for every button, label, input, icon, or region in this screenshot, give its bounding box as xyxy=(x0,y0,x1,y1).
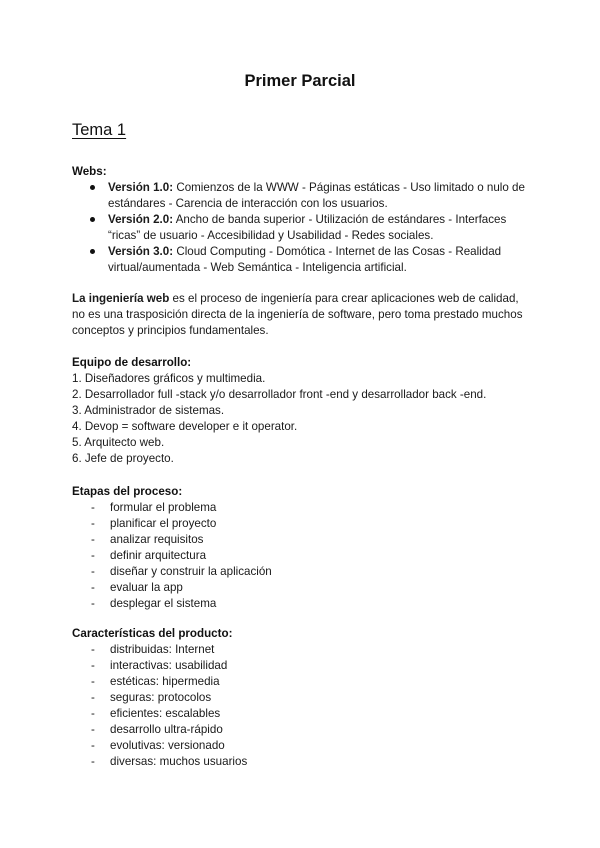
dash-icon: - xyxy=(91,659,95,672)
list-item xyxy=(72,658,532,674)
version-text: Cloud Computing - Domótica - Internet de las Cosas - Realidad virtual/aumentada - Web Semántica - Inteligencia artificial. xyxy=(108,245,502,274)
list-item: 1. Diseñadores gráficos y multimedia. xyxy=(72,372,266,385)
section-heading: Tema 1 xyxy=(72,121,127,139)
version-label: Versión 1.0: xyxy=(108,181,174,194)
version-label: Versión 3.0: xyxy=(108,245,174,258)
intro-bold: La ingeniería web xyxy=(72,292,170,305)
list-item xyxy=(90,212,532,244)
dash-icon: - xyxy=(91,643,95,656)
list-item xyxy=(72,690,532,706)
dash-icon: - xyxy=(91,691,95,704)
item-text: diversas: muchos usuarios xyxy=(110,755,248,768)
list-item: 2. Desarrollador full -stack y/o desarrollador front -end y desarrollador back -end. xyxy=(72,388,487,401)
item-text: formular el problema xyxy=(110,501,217,514)
dash-icon: - xyxy=(91,739,95,752)
dash-icon: - xyxy=(91,723,95,736)
bullet-icon xyxy=(90,185,95,190)
list-item: 6. Jefe de proyecto. xyxy=(72,452,174,465)
list-item xyxy=(72,706,532,722)
list-item xyxy=(72,722,532,738)
list-item xyxy=(72,642,532,658)
dash-icon: - xyxy=(91,533,95,546)
webs-list xyxy=(72,180,532,276)
item-text: desarrollo ultra-rápido xyxy=(110,723,223,736)
version-label: Versión 2.0: xyxy=(108,213,174,226)
dash-icon: - xyxy=(91,549,95,562)
intro-paragraph xyxy=(72,291,532,339)
item-text: interactivas: usabilidad xyxy=(110,659,228,672)
list-item xyxy=(72,754,532,770)
equipo-heading: Equipo de desarrollo: xyxy=(72,356,192,369)
webs-heading: Webs: xyxy=(72,165,107,178)
dash-icon: - xyxy=(91,597,95,610)
list-item xyxy=(72,738,532,754)
equipo-section xyxy=(72,355,532,467)
dash-icon: - xyxy=(91,707,95,720)
list-item xyxy=(72,548,532,564)
list-item: 3. Administrador de sistemas. xyxy=(72,404,225,417)
item-text: planificar el proyecto xyxy=(110,517,217,530)
version-text: Comienzos de la WWW - Páginas estáticas - Uso limitado o nulo de estándares - Carencia de interacción con los usuarios. xyxy=(108,181,525,210)
item-text: eficientes: escalables xyxy=(110,707,221,720)
list-item xyxy=(72,564,532,580)
item-text: desplegar el sistema xyxy=(110,597,217,610)
list-item xyxy=(72,580,532,596)
list-item xyxy=(90,180,532,212)
item-text: seguras: protocolos xyxy=(110,691,212,704)
item-text: estéticas: hipermedia xyxy=(110,675,220,688)
item-text: analizar requisitos xyxy=(110,533,204,546)
list-item xyxy=(72,674,532,690)
bullet-icon xyxy=(90,249,95,254)
etapas-list xyxy=(72,500,532,612)
dash-icon: - xyxy=(91,565,95,578)
caracteristicas-heading: Características del producto: xyxy=(72,627,233,640)
dash-icon: - xyxy=(91,581,95,594)
list-item xyxy=(72,596,532,612)
dash-icon: - xyxy=(91,675,95,688)
version-text: Ancho de banda superior - Utilización de estándares - Interfaces “ricas” de usuario - Accesibilidad y Usabilidad - Redes sociales. xyxy=(108,213,507,242)
item-text: diseñar y construir la aplicación xyxy=(110,565,272,578)
item-text: evolutivas: versionado xyxy=(110,739,225,752)
list-item xyxy=(72,500,532,516)
list-item xyxy=(72,532,532,548)
etapas-section xyxy=(72,484,532,612)
list-item: 5. Arquitecto web. xyxy=(72,436,165,449)
item-text: distribuidas: Internet xyxy=(110,643,215,656)
etapas-heading: Etapas del proceso: xyxy=(72,485,183,498)
list-item: 4. Devop = software developer e it operator. xyxy=(72,420,298,433)
dash-icon: - xyxy=(91,501,95,514)
item-text: evaluar la app xyxy=(110,581,183,594)
caracteristicas-section xyxy=(72,626,532,770)
caracteristicas-list xyxy=(72,642,532,770)
dash-icon: - xyxy=(91,517,95,530)
webs-section xyxy=(72,164,532,276)
list-item xyxy=(72,516,532,532)
bullet-icon xyxy=(90,217,95,222)
item-text: definir arquitectura xyxy=(110,549,207,562)
list-item xyxy=(90,244,532,276)
dash-icon: - xyxy=(91,755,95,768)
page-title: Primer Parcial xyxy=(244,72,356,90)
intro-text: es el proceso de ingeniería para crear aplicaciones web de calidad, no es una trasposición directa de la ingeniería de software, pero toma prestado muchos conceptos y principios fundamentales. xyxy=(72,292,523,337)
